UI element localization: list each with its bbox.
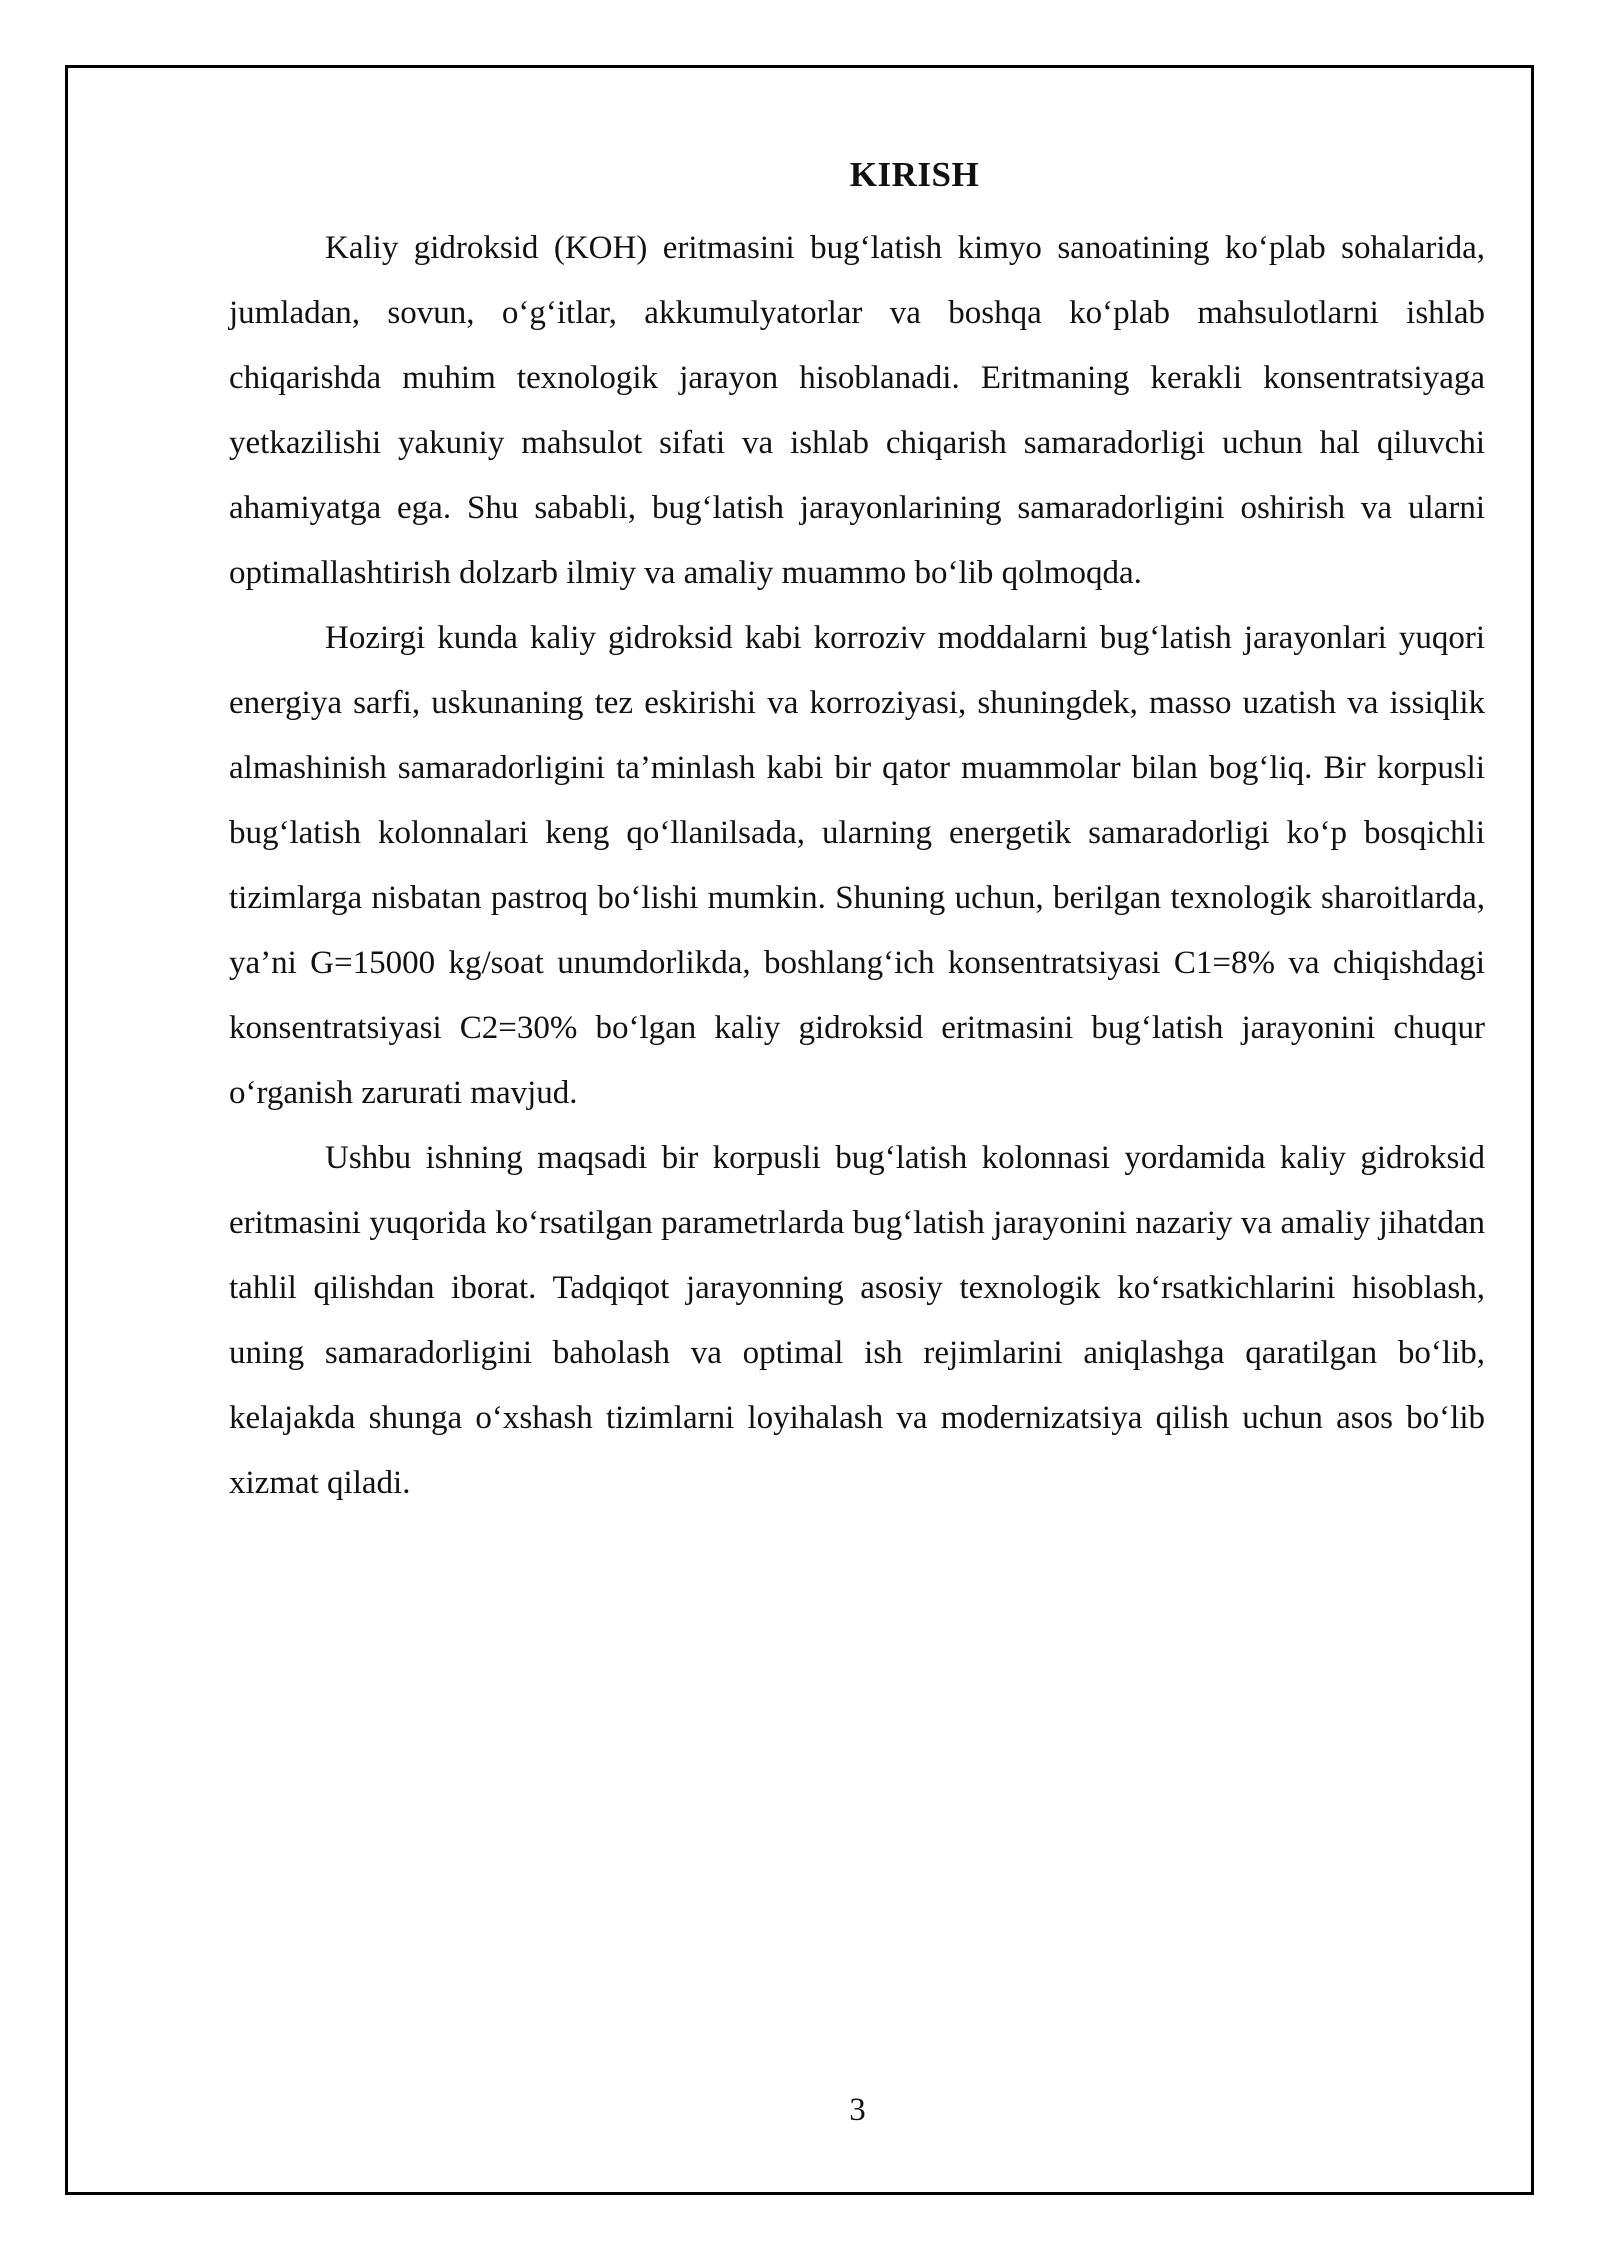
page-content (229, 150, 1485, 1516)
section-heading: KIRISH (849, 155, 980, 194)
paragraph-3: Ushbu ishning maqsadi bir korpusli bug‘latish kolonnasi yordamida kaliy gidroksid eritmasini yuqorida ko‘rsatilgan parametrlarda bug‘latish jarayonini nazariy va amaliy jihatdan tahlil qilishdan iborat. Tadqiqot jarayonning asosiy texnologik ko‘rsatkichlarini hisoblash, uning samaradorligini baholash va optimal ish rejimlarini aniqlashga qaratilgan bo‘lib, kelajakda shunga o‘xshash tizimlarni loyihalash va modernizatsiya qilish uchun asos bo‘lib xizmat qiladi. (229, 1140, 1485, 1501)
paragraph-2: Hozirgi kunda kaliy gidroksid kabi korroziv moddalarni bug‘latish jarayonlari yuqori energiya sarfi, uskunaning tez eskirishi va korroziyasi, shuningdek, masso uzatish va issiqlik almashinish samaradorligini ta’minlash kabi bir qator muammolar bilan bog‘liq. Bir korpusli bug‘latish kolonnalari keng qo‘llanilsada, ularning energetik samaradorligi ko‘p bosqichli tizimlarga nisbatan pastroq bo‘lishi mumkin. Shuning uchun, berilgan texnologik sharoitlarda, ya’ni G=15000 kg/soat unumdorlikda, boshlang‘ich konsentratsiyasi C1=8% va chiqishdagi konsentratsiyasi C2=30% bo‘lgan kaliy gidroksid eritmasini bug‘latish jarayonini chuqur o‘rganish zarurati mavjud. (229, 620, 1485, 1111)
page-number: 3 (849, 2092, 866, 2128)
paragraph-1: Kaliy gidroksid (KOH) eritmasini bug‘latish kimyo sanoatining ko‘plab sohalarida, jumladan, sovun, o‘g‘itlar, akkumulyatorlar va boshqa ko‘plab mahsulotlarni ishlab chiqarishda muhim texnologik jarayon hisoblanadi. Eritmaning kerakli konsentratsiyaga yetkazilishi yakuniy mahsulot sifati va ishlab chiqarish samaradorligi uchun hal qiluvchi ahamiyatga ega. Shu sababli, bug‘latish jarayonlarining samaradorligini oshirish va ularni optimallashtirish dolzarb ilmiy va amaliy muammo bo‘lib qolmoqda. (229, 230, 1485, 591)
